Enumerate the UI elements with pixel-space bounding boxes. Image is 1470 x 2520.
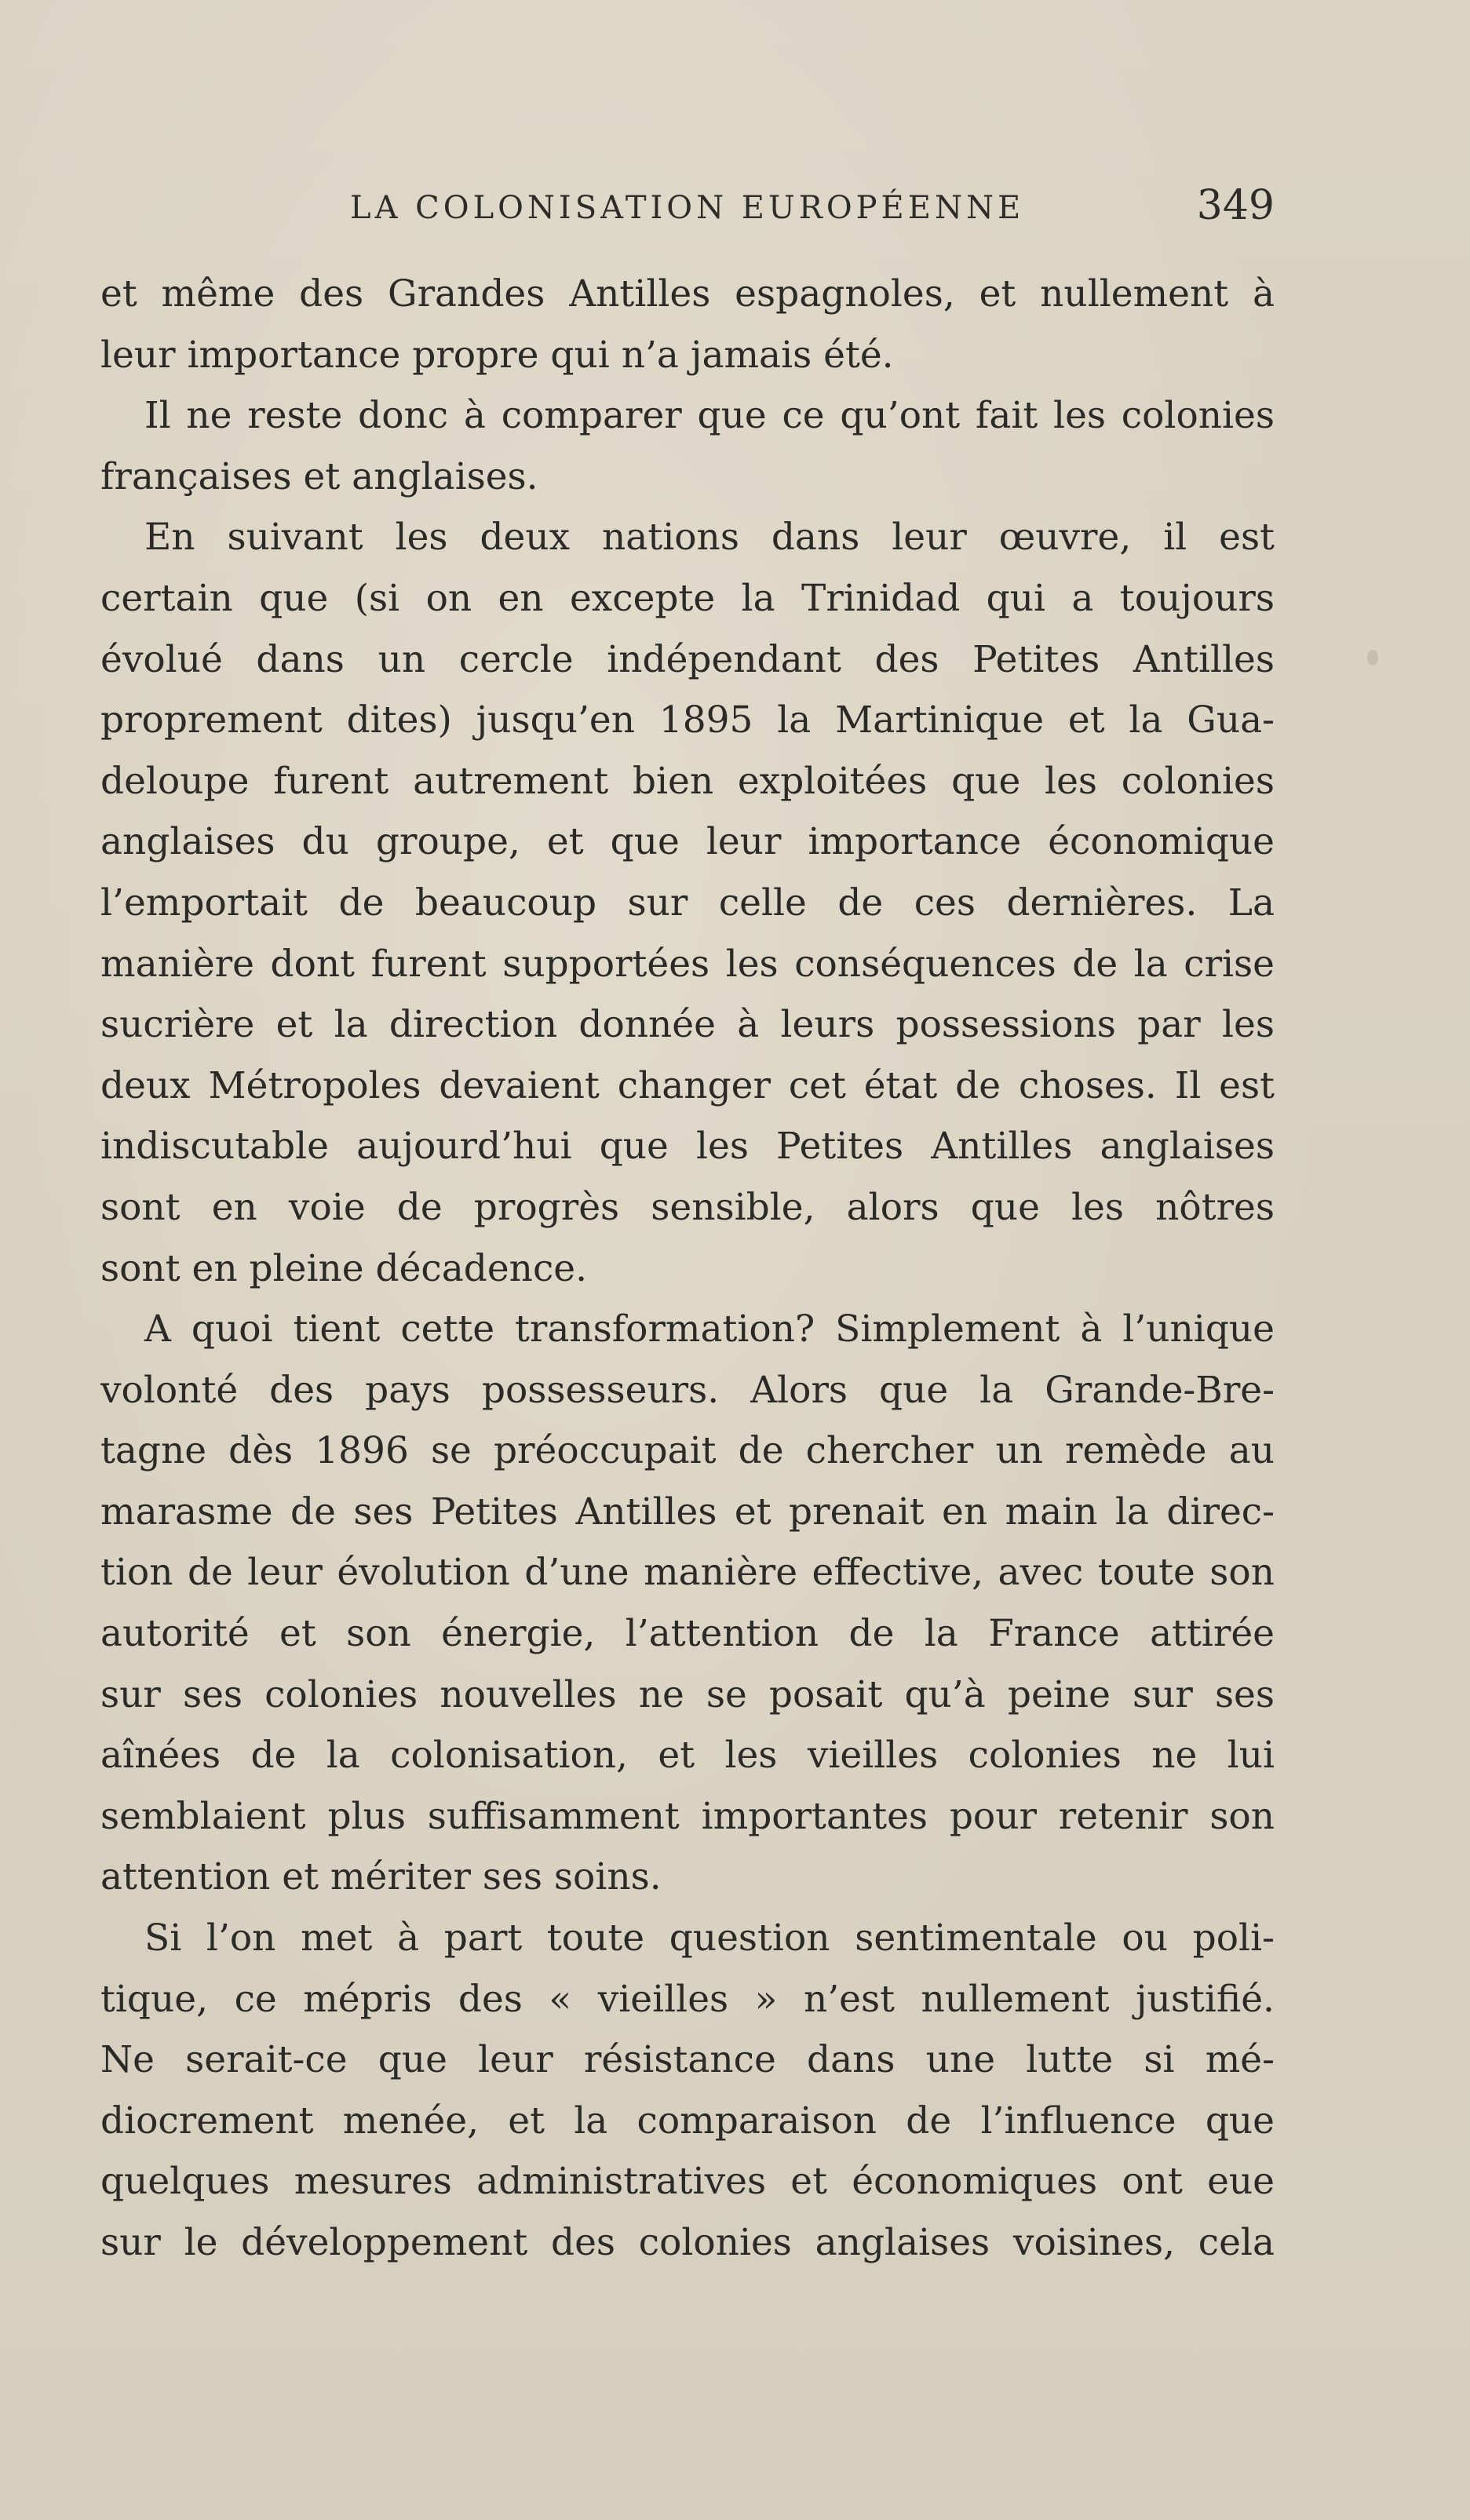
text-line: aînées de la colonisation, et les vieilles colonies ne lui: [100, 1734, 1275, 1778]
text-line: quelques mesures administratives et économiques ont eue: [100, 2160, 1275, 2204]
text-line: marasme de ses Petites Antilles et prenait en main la direc-: [100, 1490, 1275, 1534]
text-line: sur ses colonies nouvelles ne se posait qu’à peine sur ses: [100, 1672, 1275, 1716]
text-line: sucrière et la direction donnée à leurs possessions par les: [100, 1003, 1275, 1047]
text-line: indiscutable aujourd’hui que les Petites Antilles anglaises: [100, 1125, 1275, 1169]
text-line: En suivant les deux nations dans leur œuvre, il est: [144, 516, 1275, 560]
text-line: sont en pleine décadence.: [100, 1246, 588, 1290]
text-line: certain que (si on en excepte la Trinidad qui a toujours: [100, 576, 1275, 620]
text-line: et même des Grandes Antilles espagnoles, et nullement à: [100, 272, 1275, 315]
text-line: volonté des pays possesseurs. Alors que la Grande-Bre-: [100, 1368, 1275, 1412]
text-line: leur importance propre qui n’a jamais été.: [100, 333, 894, 377]
text-line: diocrement menée, et la comparaison de l’influence que: [100, 2099, 1275, 2143]
text-line: proprement dites) jusqu’en 1895 la Martinique et la Gua-: [100, 698, 1275, 742]
text-line: tagne dès 1896 se préoccupait de chercher un remède au: [100, 1429, 1275, 1473]
text-line: l’emportait de beaucoup sur celle de ces dernières. La: [100, 881, 1275, 924]
running-title: LA COLONISATION EUROPÉENNE: [350, 190, 1025, 226]
page-number: 349: [1196, 182, 1275, 229]
text-line: tique, ce mépris des « vieilles » n’est nullement justifié.: [100, 1977, 1275, 2021]
paper-speck: [1367, 650, 1378, 666]
text-line: sur le développement des colonies anglaises voisines, cela: [100, 2221, 1275, 2264]
text-line: tion de leur évolution d’une manière effective, avec toute son: [100, 1551, 1275, 1595]
text-line: Si l’on met à part toute question sentimentale ou poli-: [144, 1916, 1275, 1960]
text-line: attention et mériter ses soins.: [100, 1855, 662, 1899]
text-line: anglaises du groupe, et que leur importance économique: [100, 820, 1275, 864]
text-line: sont en voie de progrès sensible, alors que les nôtres: [100, 1185, 1275, 1229]
text-line: autorité et son énergie, l’attention de la France attirée: [100, 1612, 1275, 1656]
text-line: deux Métropoles devaient changer cet état de choses. Il est: [100, 1063, 1275, 1107]
text-line: évolué dans un cercle indépendant des Petites Antilles: [100, 637, 1275, 681]
text-line: françaises et anglaises.: [100, 454, 538, 498]
text-line: semblaient plus suffisamment importantes pour retenir son: [100, 1794, 1275, 1838]
body-text: [100, 264, 1275, 2274]
running-header: [100, 182, 1275, 237]
text-line: Il ne reste donc à comparer que ce qu’ont fait les colonies: [144, 394, 1275, 438]
text-line: manière dont furent supportées les conséquences de la crise: [100, 942, 1275, 986]
text-line: deloupe furent autrement bien exploitées que les colonies: [100, 759, 1275, 803]
text-line: Ne serait-ce que leur résistance dans une lutte si mé-: [100, 2038, 1275, 2082]
text-line: A quoi tient cette transformation? Simplement à l’unique: [144, 1307, 1275, 1351]
